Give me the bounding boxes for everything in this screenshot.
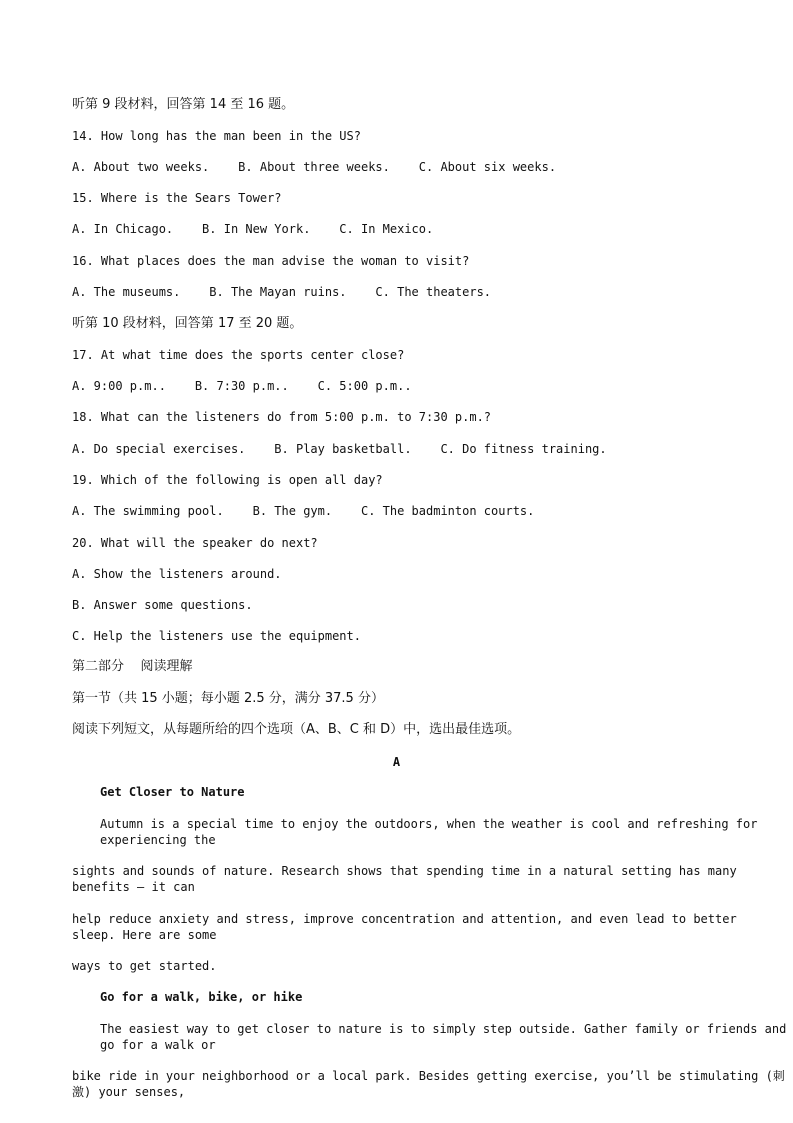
- part-title: 第二部分 阅读理解: [72, 659, 193, 674]
- passage-label: A: [392, 755, 401, 769]
- section9-header: 听第 9 段材料，回答第 14 至 16 题。: [72, 97, 295, 112]
- question-19: 19. Which of the following is open all day?: [72, 473, 383, 487]
- paragraph1-line2: sights and sounds of nature. Research shows that spending time in a natural setting has many benefits — it can: [72, 864, 737, 894]
- question-14: 14. How long has the man been in the US?: [72, 129, 361, 143]
- paragraph2-line1: The easiest way to get closer to nature is to simply step outside. Gather family or friends and go for a walk or: [100, 1022, 787, 1052]
- question-20-option-c: C. Help the listeners use the equipment.: [72, 629, 361, 643]
- question-14-options: A. About two weeks. B. About three weeks. C. About six weeks.: [72, 160, 557, 174]
- section10-header: 听第 10 段材料，回答第 17 至 20 题。: [72, 316, 303, 331]
- question-16-options: A. The museums. B. The Mayan ruins. C. The theaters.: [72, 285, 492, 299]
- section-title: 第一节（共 15 小题；每小题 2.5 分，满分 37.5 分）: [72, 691, 384, 706]
- question-19-options: A. The swimming pool. B. The gym. C. The badminton courts.: [72, 504, 535, 518]
- paragraph1-line3: help reduce anxiety and stress, improve concentration and attention, and even lead to better sleep. Here are some: [72, 912, 737, 942]
- question-18-options: A. Do special exercises. B. Play basketball. C. Do fitness training.: [72, 442, 607, 456]
- question-20-option-b: B. Answer some questions.: [72, 598, 253, 612]
- question-16: 16. What places does the man advise the woman to visit?: [72, 254, 470, 268]
- question-20-option-a: A. Show the listeners around.: [72, 567, 282, 581]
- question-15: 15. Where is the Sears Tower?: [72, 191, 282, 205]
- question-15-options: A. In Chicago. B. In New York. C. In Mexico.: [72, 222, 434, 236]
- instructions: 阅读下列短文，从每题所给的四个选项（A、B、C 和 D）中，选出最佳选项。: [72, 722, 521, 737]
- question-17-options: A. 9:00 p.m.. B. 7:30 p.m.. C. 5:00 p.m..: [72, 379, 412, 393]
- paragraph1-line1: Autumn is a special time to enjoy the outdoors, when the weather is cool and refreshing for experiencing the: [100, 817, 758, 847]
- question-18: 18. What can the listeners do from 5:00 p.m. to 7:30 p.m.?: [72, 410, 492, 424]
- question-20: 20. What will the speaker do next?: [72, 536, 318, 550]
- paragraph2-line2: bike ride in your neighborhood or a local park. Besides getting exercise, you’ll be stimulating (刺激) your senses,: [72, 1069, 785, 1099]
- paragraph1-line4: ways to get started.: [72, 959, 217, 973]
- article-title: Get Closer to Nature: [100, 785, 245, 799]
- subheading-walk-bike-hike: Go for a walk, bike, or hike: [100, 990, 303, 1004]
- question-17: 17. At what time does the sports center close?: [72, 348, 405, 362]
